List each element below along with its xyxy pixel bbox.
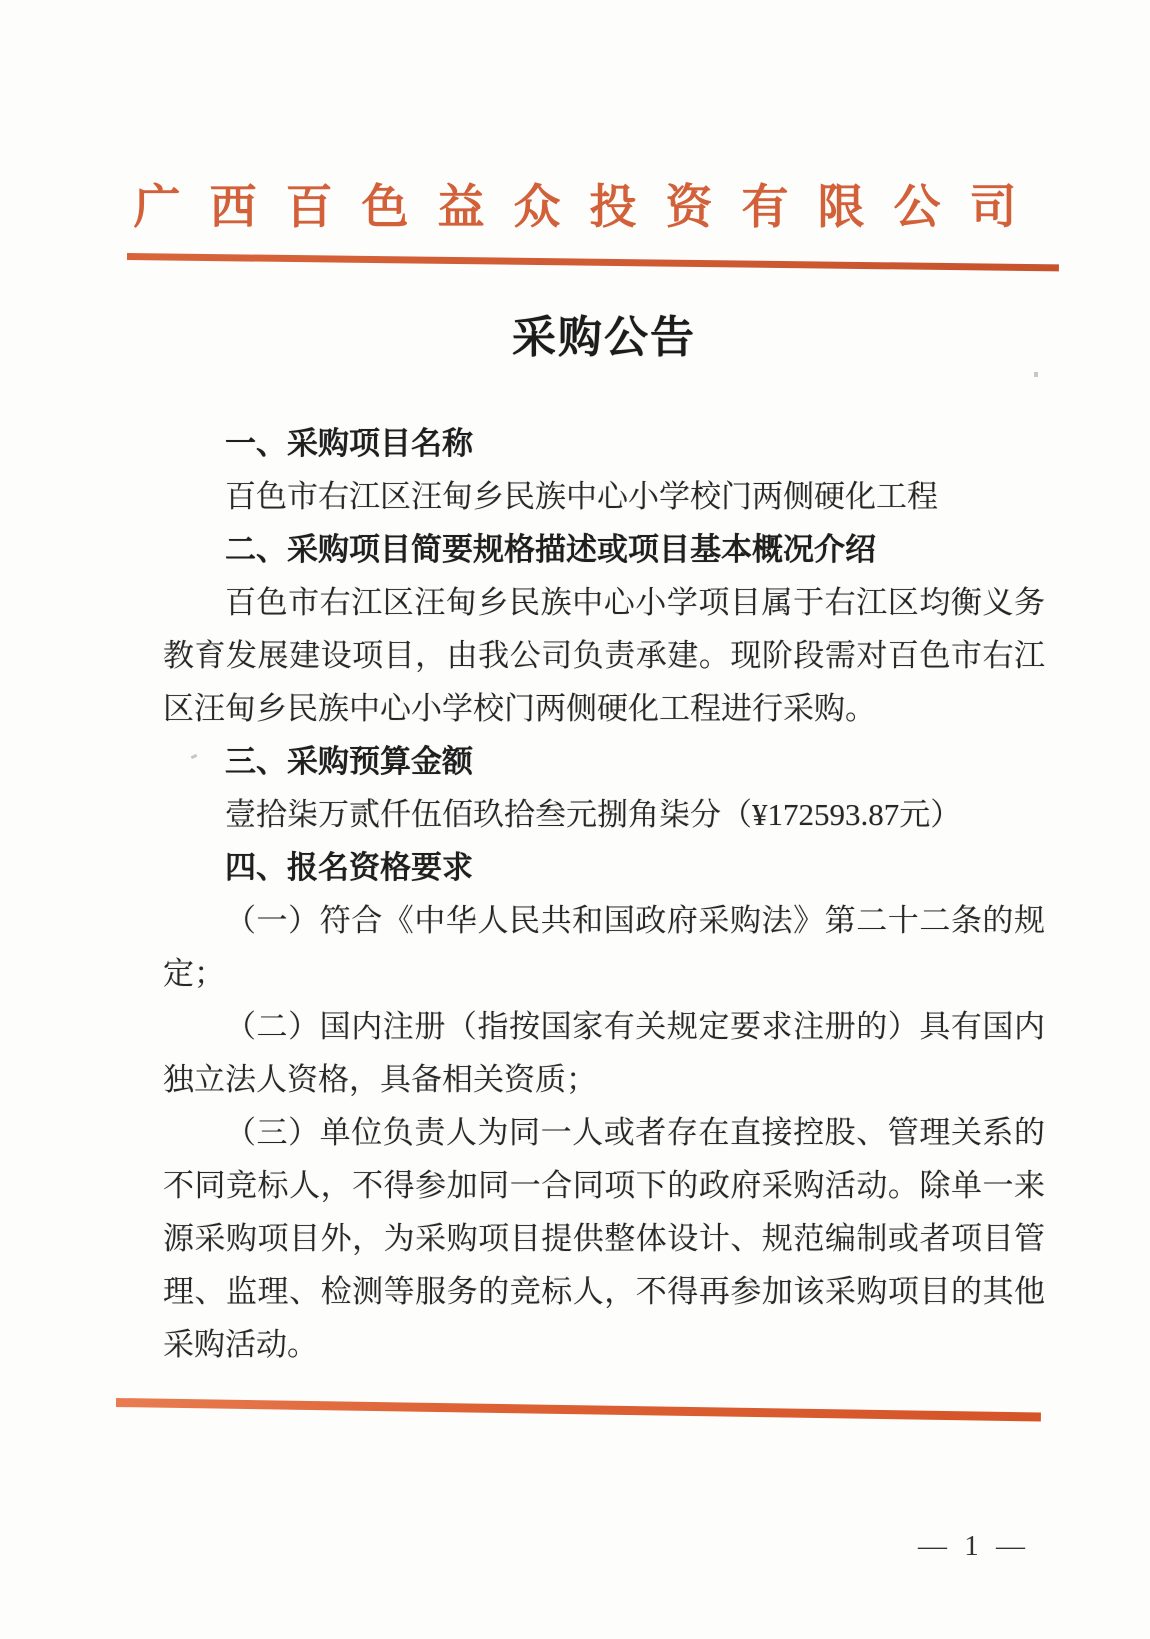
section-qualification-requirements	[163, 841, 1045, 1371]
company-letterhead: 广西百色益众投资有限公司	[133, 182, 1046, 234]
scan-speck	[1034, 372, 1038, 377]
section-paragraph: （一）符合《中华人民共和国政府采购法》第二十二条的规定；	[163, 903, 1045, 991]
section-paragraph: 百色市右江区汪甸乡民族中心小学项目属于右江区均衡义务教育发展建设项目，由我公司负责承建。现阶段需对百色市右江区汪甸乡民族中心小学校门两侧硬化工程进行采购。	[163, 585, 1045, 726]
section-heading: 三、采购预算金额	[225, 744, 473, 779]
section-paragraph: 百色市右江区汪甸乡民族中心小学校门两侧硬化工程	[225, 479, 938, 514]
section-heading: 二、采购项目简要规格描述或项目基本概况介绍	[225, 532, 876, 567]
letterhead-rule	[127, 253, 1059, 271]
section-heading: 一、采购项目名称	[225, 426, 473, 461]
section-heading: 四、报名资格要求	[225, 850, 473, 885]
section-project-name	[163, 417, 1045, 523]
section-paragraph: （三）单位负责人为同一人或者存在直接控股、管理关系的不同竞标人，不得参加同一合同项下的政府采购活动。除单一来源采购项目外，为采购项目提供整体设计、规范编制或者项目管理、监理、检测等服务的竞标人，不得再参加该采购项目的其他采购活动。	[163, 1115, 1045, 1362]
document-body	[163, 417, 1045, 1371]
document-title: 采购公告	[512, 313, 696, 362]
footer-rule-bar	[116, 1398, 1041, 1422]
section-budget	[163, 735, 1045, 841]
section-paragraph: （二）国内注册（指按国家有关规定要求注册的）具有国内独立法人资格，具备相关资质；	[163, 1009, 1045, 1097]
page-number: — 1 —	[918, 1530, 1030, 1562]
section-paragraph: 壹拾柒万贰仟伍佰玖拾叁元捌角柒分（¥172593.87元）	[225, 797, 962, 832]
section-project-overview	[163, 523, 1045, 735]
